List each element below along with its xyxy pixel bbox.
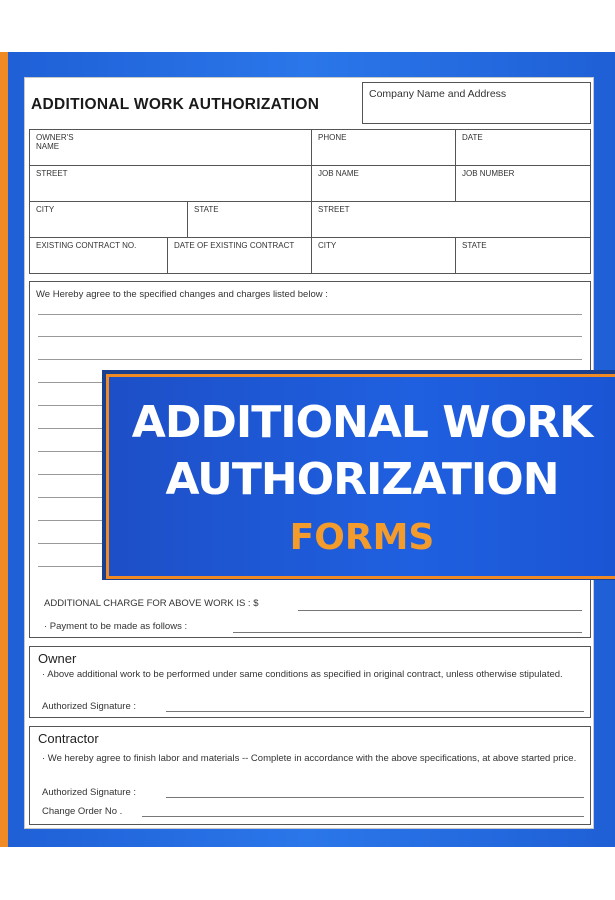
- owner-signature-line: [166, 711, 584, 712]
- writing-line: [38, 336, 582, 337]
- owners-name-field: [29, 129, 312, 166]
- form-title: ADDITIONAL WORK AUTHORIZATION: [31, 96, 320, 113]
- street-field-2: STREET: [311, 201, 591, 238]
- additional-charge-label: ADDITIONAL CHARGE FOR ABOVE WORK IS : $: [44, 598, 259, 609]
- contractor-text: · We hereby agree to finish labor and materials -- Complete in accordance with the above specifications, at above started price.: [42, 753, 577, 764]
- payment-line: [233, 632, 582, 633]
- owner-text: · Above additional work to be performed under same conditions as specified in original contract, unless otherwise stipulated.: [42, 669, 563, 680]
- job-name-field: JOB NAME: [311, 165, 456, 202]
- city-field-2: CITY: [311, 237, 456, 274]
- owner-box: [29, 646, 591, 718]
- contractor-title: Contractor: [38, 731, 99, 746]
- banner-line-2: AUTHORIZATION: [165, 454, 559, 505]
- contractor-signature-line: [166, 797, 584, 798]
- agreement-text: We Hereby agree to the specified changes and charges listed below :: [36, 289, 328, 300]
- date-of-existing-contract-field: DATE OF EXISTING CONTRACT: [167, 237, 312, 274]
- state-field: STATE: [187, 201, 312, 238]
- banner-line-1: ADDITIONAL WORK: [131, 397, 593, 448]
- additional-charge-line: [298, 610, 582, 611]
- owner-title: Owner: [38, 651, 77, 666]
- company-name-box: Company Name and Address: [362, 82, 591, 124]
- contractor-signature-label: Authorized Signature :: [42, 787, 137, 798]
- phone-field: PHONE: [311, 129, 456, 166]
- title-banner: [106, 374, 615, 579]
- job-number-field: JOB NUMBER: [455, 165, 591, 202]
- change-order-line: [142, 816, 584, 817]
- state-field-2: STATE: [455, 237, 591, 274]
- writing-line: [38, 314, 582, 315]
- change-order-label: Change Order No .: [42, 806, 123, 817]
- owner-signature-label: Authorized Signature :: [42, 701, 137, 712]
- existing-contract-no-field: EXISTING CONTRACT NO.: [29, 237, 168, 274]
- cover-orange-edge: [0, 52, 8, 847]
- owners-name-label: OWNER'S NAME: [36, 133, 74, 152]
- date-field: DATE: [455, 129, 591, 166]
- street-field: STREET: [29, 165, 312, 202]
- city-field: CITY: [29, 201, 188, 238]
- contractor-box: [29, 726, 591, 825]
- banner-line-3: FORMS: [289, 517, 435, 558]
- writing-line: [38, 359, 582, 360]
- payment-label: · Payment to be made as follows :: [44, 621, 188, 632]
